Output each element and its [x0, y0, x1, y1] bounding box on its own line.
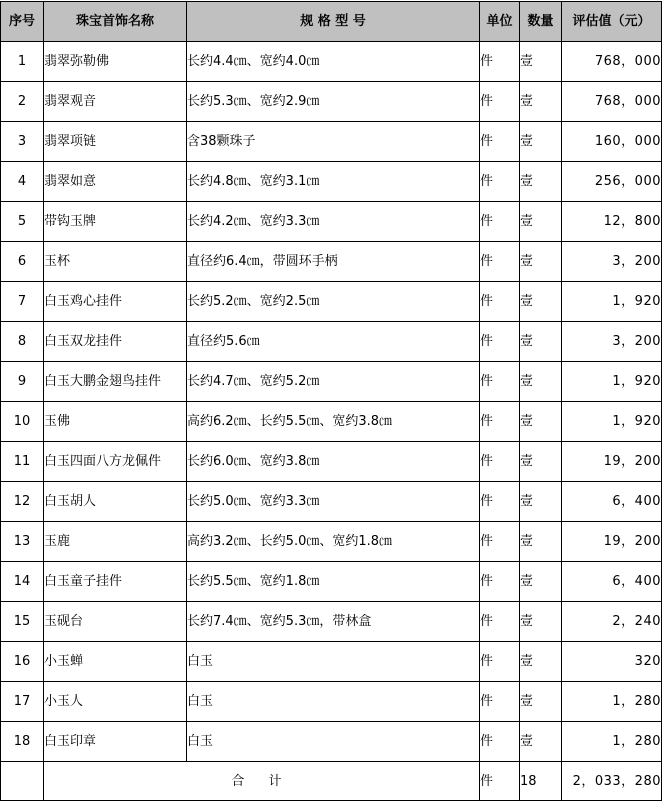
- cell-value: 3，200: [562, 242, 662, 282]
- cell-qty: 壹: [520, 82, 562, 122]
- cell-qty: 壹: [520, 42, 562, 82]
- cell-spec: 长约7.4㎝、宽约5.3㎝，带林盒: [187, 602, 480, 642]
- cell-qty: 壹: [520, 162, 562, 202]
- cell-unit: 件: [480, 42, 520, 82]
- total-qty: 18: [520, 762, 562, 801]
- total-row: [1, 762, 662, 801]
- table-row: [1, 722, 662, 762]
- cell-value: 768，000: [562, 82, 662, 122]
- cell-value: 768，000: [562, 42, 662, 82]
- cell-name: 白玉胡人: [44, 482, 187, 522]
- cell-qty: 壹: [520, 602, 562, 642]
- cell-spec: 长约5.2㎝、宽约2.5㎝: [187, 282, 480, 322]
- table-row: [1, 562, 662, 602]
- cell-spec: 白玉: [187, 682, 480, 722]
- cell-unit: 件: [480, 122, 520, 162]
- total-index-cell: [1, 762, 44, 801]
- cell-value: 12，800: [562, 202, 662, 242]
- cell-unit: 件: [480, 602, 520, 642]
- cell-index: 17: [1, 682, 44, 722]
- jewelry-valuation-table: [0, 1, 662, 801]
- cell-index: 16: [1, 642, 44, 682]
- cell-unit: 件: [480, 322, 520, 362]
- table-row: [1, 642, 662, 682]
- table-row: [1, 362, 662, 402]
- table-row: [1, 162, 662, 202]
- cell-value: 1，920: [562, 402, 662, 442]
- cell-spec: 长约4.2㎝、宽约3.3㎝: [187, 202, 480, 242]
- cell-qty: 壹: [520, 482, 562, 522]
- header-value: 评估值（元）: [562, 2, 662, 42]
- cell-unit: 件: [480, 282, 520, 322]
- cell-index: 8: [1, 322, 44, 362]
- cell-unit: 件: [480, 722, 520, 762]
- cell-unit: 件: [480, 442, 520, 482]
- cell-index: 2: [1, 82, 44, 122]
- header-qty: 数量: [520, 2, 562, 42]
- cell-index: 7: [1, 282, 44, 322]
- cell-name: 玉杯: [44, 242, 187, 282]
- cell-unit: 件: [480, 202, 520, 242]
- cell-qty: 壹: [520, 242, 562, 282]
- total-label: 合 计: [44, 762, 480, 801]
- cell-spec: 长约4.4㎝、宽约4.0㎝: [187, 42, 480, 82]
- cell-value: 2，240: [562, 602, 662, 642]
- header-index: 序号: [1, 2, 44, 42]
- table-row: [1, 242, 662, 282]
- cell-value: 6，400: [562, 562, 662, 602]
- table-row: [1, 402, 662, 442]
- table-body: [1, 42, 662, 762]
- cell-value: 1，280: [562, 722, 662, 762]
- cell-index: 6: [1, 242, 44, 282]
- cell-spec: 长约6.0㎝、宽约3.8㎝: [187, 442, 480, 482]
- cell-name: 白玉大鹏金翅鸟挂件: [44, 362, 187, 402]
- cell-spec: 高约3.2㎝、长约5.0㎝、宽约1.8㎝: [187, 522, 480, 562]
- header-row: [1, 2, 662, 42]
- cell-value: 1，920: [562, 362, 662, 402]
- cell-unit: 件: [480, 682, 520, 722]
- table-row: [1, 122, 662, 162]
- cell-qty: 壹: [520, 122, 562, 162]
- cell-qty: 壹: [520, 642, 562, 682]
- cell-qty: 壹: [520, 442, 562, 482]
- cell-unit: 件: [480, 162, 520, 202]
- cell-unit: 件: [480, 402, 520, 442]
- cell-spec: 高约6.2㎝、长约5.5㎝、宽约3.8㎝: [187, 402, 480, 442]
- cell-spec: 直径约6.4㎝，带圆环手柄: [187, 242, 480, 282]
- table-row: [1, 82, 662, 122]
- cell-qty: 壹: [520, 522, 562, 562]
- table-row: [1, 42, 662, 82]
- cell-qty: 壹: [520, 402, 562, 442]
- cell-unit: 件: [480, 82, 520, 122]
- cell-name: 翡翠项链: [44, 122, 187, 162]
- cell-index: 5: [1, 202, 44, 242]
- cell-name: 小玉人: [44, 682, 187, 722]
- cell-qty: 壹: [520, 562, 562, 602]
- total-value: 2，033，280: [562, 762, 662, 801]
- cell-name: 玉鹿: [44, 522, 187, 562]
- cell-spec: 含38颗珠子: [187, 122, 480, 162]
- cell-qty: 壹: [520, 202, 562, 242]
- cell-name: 白玉印章: [44, 722, 187, 762]
- cell-index: 12: [1, 482, 44, 522]
- cell-name: 白玉双龙挂件: [44, 322, 187, 362]
- cell-name: 翡翠弥勒佛: [44, 42, 187, 82]
- cell-spec: 长约5.5㎝、宽约1.8㎝: [187, 562, 480, 602]
- table-row: [1, 442, 662, 482]
- cell-index: 1: [1, 42, 44, 82]
- cell-index: 13: [1, 522, 44, 562]
- cell-name: 翡翠观音: [44, 82, 187, 122]
- cell-value: 19，200: [562, 442, 662, 482]
- cell-unit: 件: [480, 522, 520, 562]
- cell-value: 320: [562, 642, 662, 682]
- table-row: [1, 482, 662, 522]
- cell-spec: 长约5.3㎝、宽约2.9㎝: [187, 82, 480, 122]
- header-unit: 单位: [480, 2, 520, 42]
- cell-unit: 件: [480, 482, 520, 522]
- cell-unit: 件: [480, 562, 520, 602]
- cell-qty: 壹: [520, 722, 562, 762]
- table-row: [1, 202, 662, 242]
- cell-spec: 白玉: [187, 642, 480, 682]
- header-spec: 规 格 型 号: [187, 2, 480, 42]
- table-row: [1, 522, 662, 562]
- cell-unit: 件: [480, 362, 520, 402]
- cell-unit: 件: [480, 242, 520, 282]
- cell-name: 小玉蝉: [44, 642, 187, 682]
- cell-unit: 件: [480, 642, 520, 682]
- table-row: [1, 322, 662, 362]
- cell-value: 1，280: [562, 682, 662, 722]
- cell-index: 3: [1, 122, 44, 162]
- cell-value: 6，400: [562, 482, 662, 522]
- cell-name: 翡翠如意: [44, 162, 187, 202]
- cell-name: 带钩玉牌: [44, 202, 187, 242]
- table-row: [1, 282, 662, 322]
- cell-name: 白玉童子挂件: [44, 562, 187, 602]
- total-unit: 件: [480, 762, 520, 801]
- table-row: [1, 682, 662, 722]
- cell-qty: 壹: [520, 282, 562, 322]
- cell-name: 玉佛: [44, 402, 187, 442]
- cell-spec: 直径约5.6㎝: [187, 322, 480, 362]
- cell-index: 9: [1, 362, 44, 402]
- cell-value: 19，200: [562, 522, 662, 562]
- cell-name: 白玉四面八方龙佩件: [44, 442, 187, 482]
- cell-value: 1，920: [562, 282, 662, 322]
- table-row: [1, 602, 662, 642]
- cell-spec: 长约5.0㎝、宽约3.3㎝: [187, 482, 480, 522]
- cell-index: 15: [1, 602, 44, 642]
- cell-spec: 白玉: [187, 722, 480, 762]
- cell-qty: 壹: [520, 682, 562, 722]
- cell-value: 256，000: [562, 162, 662, 202]
- cell-qty: 壹: [520, 322, 562, 362]
- cell-value: 160，000: [562, 122, 662, 162]
- cell-spec: 长约4.8㎝、宽约3.1㎝: [187, 162, 480, 202]
- cell-index: 4: [1, 162, 44, 202]
- cell-index: 10: [1, 402, 44, 442]
- cell-qty: 壹: [520, 362, 562, 402]
- cell-index: 18: [1, 722, 44, 762]
- cell-value: 3，200: [562, 322, 662, 362]
- cell-name: 玉砚台: [44, 602, 187, 642]
- cell-index: 14: [1, 562, 44, 602]
- cell-spec: 长约4.7㎝、宽约5.2㎝: [187, 362, 480, 402]
- cell-index: 11: [1, 442, 44, 482]
- header-name: 珠宝首饰名称: [44, 2, 187, 42]
- cell-name: 白玉鸡心挂件: [44, 282, 187, 322]
